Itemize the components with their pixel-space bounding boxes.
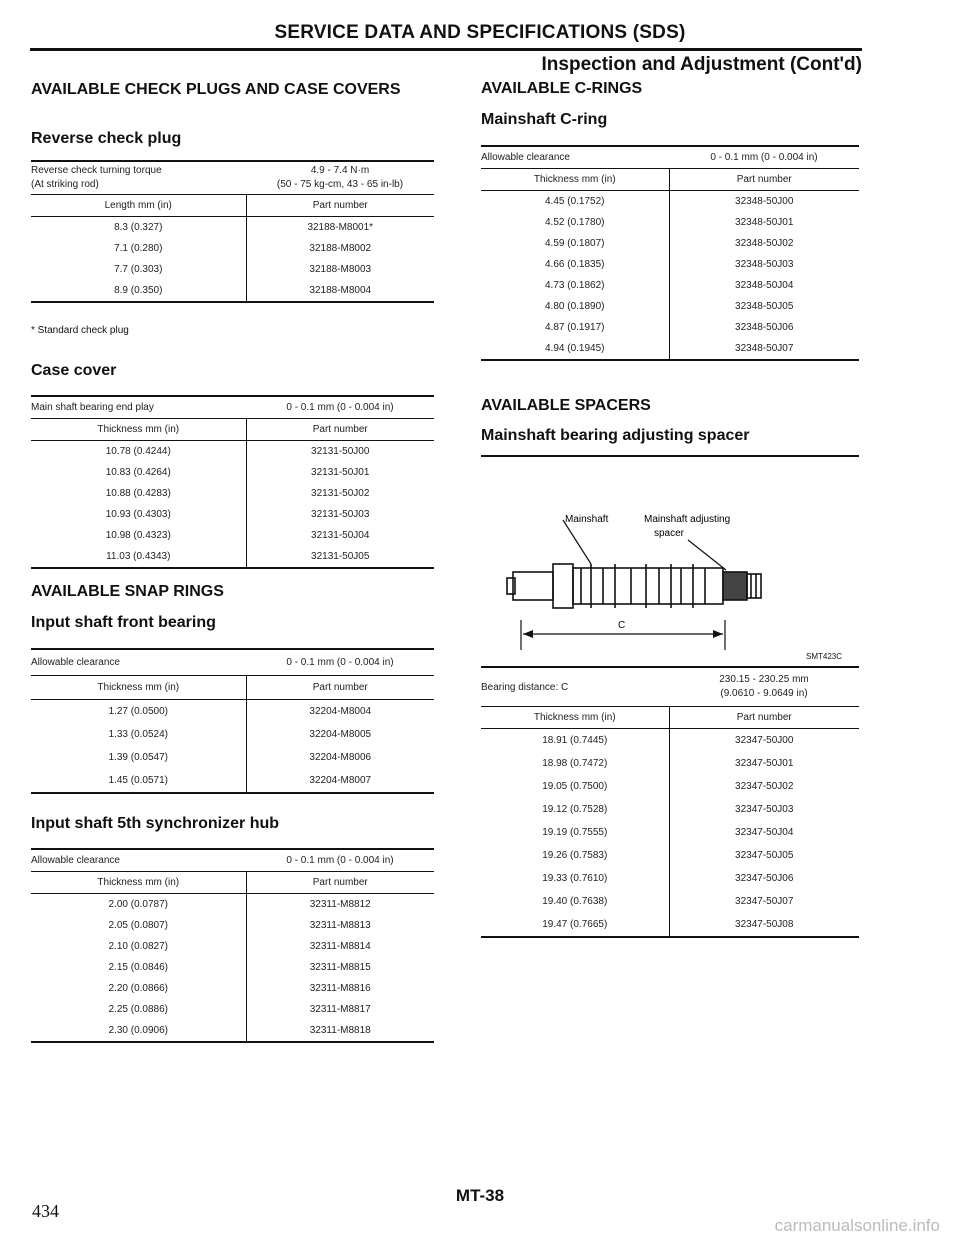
table-cell: 2.20 (0.0866) bbox=[31, 978, 246, 999]
column-header: Part number bbox=[246, 419, 434, 441]
table-cell: 32131-50J00 bbox=[311, 446, 370, 457]
table-cell: 8.3 (0.327) bbox=[31, 217, 246, 239]
column-header: Part number bbox=[669, 707, 859, 729]
table-cell: 32188-M8002 bbox=[309, 243, 372, 254]
page-subtitle: Inspection and Adjustment (Cont'd) bbox=[541, 54, 862, 75]
table-row bbox=[481, 798, 859, 821]
table-cell: 32348-50J03 bbox=[735, 259, 794, 270]
table-row bbox=[31, 957, 434, 978]
spec-value: (9.0610 - 9.0649 in) bbox=[720, 688, 808, 699]
table-cell: 32131-50J02 bbox=[311, 488, 370, 499]
spec-value: (50 - 75 kg-cm, 43 - 65 in-lb) bbox=[276, 179, 404, 190]
table-row bbox=[31, 259, 434, 280]
page-title: SERVICE DATA AND SPECIFICATIONS (SDS) bbox=[274, 22, 686, 43]
table-cell: 1.33 (0.0524) bbox=[31, 723, 246, 746]
table-cell: 4.73 (0.1862) bbox=[481, 275, 669, 296]
spec-value: 0 - 0.1 mm (0 - 0.004 in) bbox=[669, 146, 859, 169]
table-cell: 32204-M8004 bbox=[309, 706, 372, 717]
label-spacer: Mainshaft adjusting bbox=[644, 514, 731, 525]
spacers-section-title: AVAILABLE SPACERS bbox=[481, 397, 651, 414]
table-cell: 32347-50J00 bbox=[735, 735, 794, 746]
column-header: Thickness mm (in) bbox=[31, 676, 246, 700]
table-row bbox=[31, 441, 434, 463]
table-cell: 18.91 (0.7445) bbox=[481, 729, 669, 753]
table-row bbox=[481, 775, 859, 798]
table-cell: 4.94 (0.1945) bbox=[481, 338, 669, 360]
snap-rings-section-title: AVAILABLE SNAP RINGS bbox=[31, 583, 224, 600]
table-cell: 32188-M8001* bbox=[307, 222, 374, 233]
table-row bbox=[31, 978, 434, 999]
table-row bbox=[481, 752, 859, 775]
shaft-body bbox=[573, 568, 723, 604]
table-cell: 32348-50J06 bbox=[735, 322, 794, 333]
table-cell: 19.12 (0.7528) bbox=[481, 798, 669, 821]
page-number: 434 bbox=[32, 1201, 59, 1221]
table-cell: 2.15 (0.0846) bbox=[31, 957, 246, 978]
table-cell: 32347-50J06 bbox=[735, 873, 794, 884]
table-row bbox=[31, 700, 434, 724]
table-cell: 1.45 (0.0571) bbox=[31, 769, 246, 793]
table-cell: 32347-50J01 bbox=[735, 758, 794, 769]
case-cover-table bbox=[31, 395, 434, 569]
table-row bbox=[31, 915, 434, 936]
table-row bbox=[481, 890, 859, 913]
table-cell: 19.19 (0.7555) bbox=[481, 821, 669, 844]
table-cell: 32131-50J04 bbox=[311, 530, 370, 541]
table-cell: 32188-M8004 bbox=[246, 280, 434, 302]
table-row bbox=[31, 746, 434, 769]
watermark: carmanualsonline.info bbox=[774, 1216, 940, 1235]
table-cell: 32204-M8005 bbox=[309, 729, 372, 740]
table-cell: 32347-50J05 bbox=[735, 850, 794, 861]
case-cover-heading: Case cover bbox=[31, 362, 117, 379]
table-cell: 10.88 (0.4283) bbox=[31, 483, 246, 504]
table-row bbox=[481, 233, 859, 254]
table-cell: 10.83 (0.4264) bbox=[31, 462, 246, 483]
shaft-gear bbox=[553, 564, 573, 608]
column-header: Length mm (in) bbox=[31, 195, 246, 217]
label-c: C bbox=[618, 620, 626, 631]
input-5th-hub-table bbox=[31, 848, 434, 1043]
table-cell: 10.98 (0.4323) bbox=[31, 525, 246, 546]
table-cell: 32131-50J03 bbox=[311, 509, 370, 520]
table-cell: 10.78 (0.4244) bbox=[31, 441, 246, 463]
table-row bbox=[481, 821, 859, 844]
label-mainshaft: Mainshaft bbox=[565, 514, 609, 525]
page-code: MT-38 bbox=[455, 1186, 505, 1205]
spec-value: 0 - 0.1 mm (0 - 0.004 in) bbox=[246, 649, 434, 676]
table-row bbox=[481, 913, 859, 937]
table-row bbox=[31, 723, 434, 746]
spec-value: 230.15 - 230.25 mm bbox=[719, 674, 809, 685]
table-row bbox=[481, 275, 859, 296]
table-cell: 32131-50J05 bbox=[246, 546, 434, 568]
table-row bbox=[31, 769, 434, 793]
mainshaft-c-ring-table bbox=[481, 145, 859, 361]
table-cell: 2.05 (0.0807) bbox=[31, 915, 246, 936]
figure-top-rule bbox=[481, 455, 859, 457]
table-cell: 32347-50J08 bbox=[669, 913, 859, 937]
title-rule bbox=[30, 48, 862, 51]
table-cell: 4.87 (0.1917) bbox=[481, 317, 669, 338]
table-cell: 4.66 (0.1835) bbox=[481, 254, 669, 275]
table-row bbox=[31, 546, 434, 568]
table-cell: 19.26 (0.7583) bbox=[481, 844, 669, 867]
table-row bbox=[31, 894, 434, 916]
table-row bbox=[31, 999, 434, 1020]
table-cell: 32311-M8814 bbox=[309, 941, 371, 952]
table-cell: 32348-50J01 bbox=[735, 217, 794, 228]
table-cell: 32311-M8816 bbox=[309, 983, 371, 994]
table-cell: 32348-50J07 bbox=[669, 338, 859, 360]
table-cell: 19.05 (0.7500) bbox=[481, 775, 669, 798]
table-cell: 32204-M8007 bbox=[246, 769, 434, 793]
table-cell: 32347-50J04 bbox=[735, 827, 794, 838]
mainshaft-diagram bbox=[481, 460, 859, 665]
table-row bbox=[481, 296, 859, 317]
table-cell: 32131-50J01 bbox=[311, 467, 370, 478]
input-front-bearing-table bbox=[31, 648, 434, 794]
table-row bbox=[31, 217, 434, 239]
spec-label: Allowable clearance bbox=[481, 146, 669, 169]
spec-value: 4.9 - 7.4 N·m bbox=[310, 165, 370, 176]
table-cell: 32311-M8817 bbox=[309, 1004, 371, 1015]
table-cell: 4.52 (0.1780) bbox=[481, 212, 669, 233]
spec-value: 0 - 0.1 mm (0 - 0.004 in) bbox=[246, 396, 434, 419]
table-cell: 32348-50J04 bbox=[735, 280, 794, 291]
table-cell: 32347-50J02 bbox=[735, 781, 794, 792]
bearing-spacer-heading: Mainshaft bearing adjusting spacer bbox=[481, 427, 750, 444]
table-cell: 4.45 (0.1752) bbox=[481, 191, 669, 213]
spec-label: Bearing distance: C bbox=[481, 667, 669, 707]
table-row bbox=[481, 254, 859, 275]
table-cell: 10.93 (0.4303) bbox=[31, 504, 246, 525]
table-row bbox=[31, 504, 434, 525]
spec-label: Allowable clearance bbox=[31, 849, 246, 872]
mainshaft-c-ring-heading: Mainshaft C-ring bbox=[481, 111, 608, 128]
table-row bbox=[31, 936, 434, 957]
table-cell: 32348-50J05 bbox=[735, 301, 794, 312]
table-row bbox=[481, 844, 859, 867]
table-cell: 32311-M8812 bbox=[309, 899, 371, 910]
input-5th-hub-heading: Input shaft 5th synchronizer hub bbox=[31, 815, 280, 832]
spec-label: (At striking rod) bbox=[31, 179, 99, 190]
spec-value: 0 - 0.1 mm (0 - 0.004 in) bbox=[246, 849, 434, 872]
table-cell: 32204-M8006 bbox=[309, 752, 372, 763]
table-cell: 32311-M8813 bbox=[309, 920, 371, 931]
column-header: Thickness mm (in) bbox=[31, 419, 246, 441]
check-plugs-section-title: AVAILABLE CHECK PLUGS AND CASE COVERS bbox=[31, 81, 401, 98]
table-cell: 19.47 (0.7665) bbox=[481, 913, 669, 937]
table-cell: 19.40 (0.7638) bbox=[481, 890, 669, 913]
table-cell: 32348-50J00 bbox=[735, 196, 794, 207]
table-row bbox=[31, 1020, 434, 1042]
spec-label: Main shaft bearing end play bbox=[31, 396, 246, 419]
column-header: Part number bbox=[246, 872, 434, 894]
spec-label: Reverse check turning torque bbox=[31, 165, 162, 176]
table-cell: 2.25 (0.0886) bbox=[31, 999, 246, 1020]
table-cell: 2.00 (0.0787) bbox=[31, 894, 246, 916]
reverse-check-plug-heading: Reverse check plug bbox=[31, 130, 182, 147]
table-cell: 8.9 (0.350) bbox=[31, 280, 246, 302]
table-cell: 32347-50J07 bbox=[735, 896, 794, 907]
table-row bbox=[31, 462, 434, 483]
input-front-bearing-heading: Input shaft front bearing bbox=[31, 614, 216, 631]
table-cell: 4.80 (0.1890) bbox=[481, 296, 669, 317]
figure-code: SMT423C bbox=[806, 652, 843, 661]
column-header: Thickness mm (in) bbox=[481, 169, 669, 191]
label-spacer-2: spacer bbox=[654, 528, 685, 539]
table-cell: 18.98 (0.7472) bbox=[481, 752, 669, 775]
table-row bbox=[481, 729, 859, 753]
column-header: Part number bbox=[246, 195, 434, 217]
adjusting-spacer bbox=[723, 572, 747, 600]
table-cell: 1.27 (0.0500) bbox=[31, 700, 246, 724]
table-row bbox=[481, 191, 859, 213]
table-cell: 32188-M8003 bbox=[309, 264, 372, 275]
table-row bbox=[31, 483, 434, 504]
bearing-spacer-table bbox=[481, 666, 859, 938]
table-cell: 32348-50J02 bbox=[735, 238, 794, 249]
table-row bbox=[481, 212, 859, 233]
column-header: Thickness mm (in) bbox=[31, 872, 246, 894]
table-row bbox=[481, 317, 859, 338]
c-rings-section-title: AVAILABLE C-RINGS bbox=[481, 80, 643, 97]
table-cell: 1.39 (0.0547) bbox=[31, 746, 246, 769]
table-row bbox=[31, 238, 434, 259]
table-cell: 11.03 (0.4343) bbox=[31, 546, 246, 568]
column-header: Part number bbox=[669, 169, 859, 191]
table-cell: 19.33 (0.7610) bbox=[481, 867, 669, 890]
table-row bbox=[31, 525, 434, 546]
table-row bbox=[481, 867, 859, 890]
table-cell: 32311-M8818 bbox=[246, 1020, 434, 1042]
column-header: Thickness mm (in) bbox=[481, 707, 669, 729]
table-cell: 2.30 (0.0906) bbox=[31, 1020, 246, 1042]
table-cell: 32311-M8815 bbox=[309, 962, 371, 973]
spec-label: Allowable clearance bbox=[31, 649, 246, 676]
table-row bbox=[481, 338, 859, 360]
shaft-end-right bbox=[747, 574, 761, 598]
column-header: Part number bbox=[246, 676, 434, 700]
table-cell: 7.1 (0.280) bbox=[31, 238, 246, 259]
table-cell: 7.7 (0.303) bbox=[31, 259, 246, 280]
shaft-end-left bbox=[513, 572, 553, 600]
table-cell: 4.59 (0.1807) bbox=[481, 233, 669, 254]
table-cell: 32347-50J03 bbox=[735, 804, 794, 815]
table-row bbox=[31, 280, 434, 302]
standard-plug-note: * Standard check plug bbox=[31, 325, 129, 336]
reverse-check-plug-table bbox=[31, 160, 434, 303]
table-cell: 2.10 (0.0827) bbox=[31, 936, 246, 957]
